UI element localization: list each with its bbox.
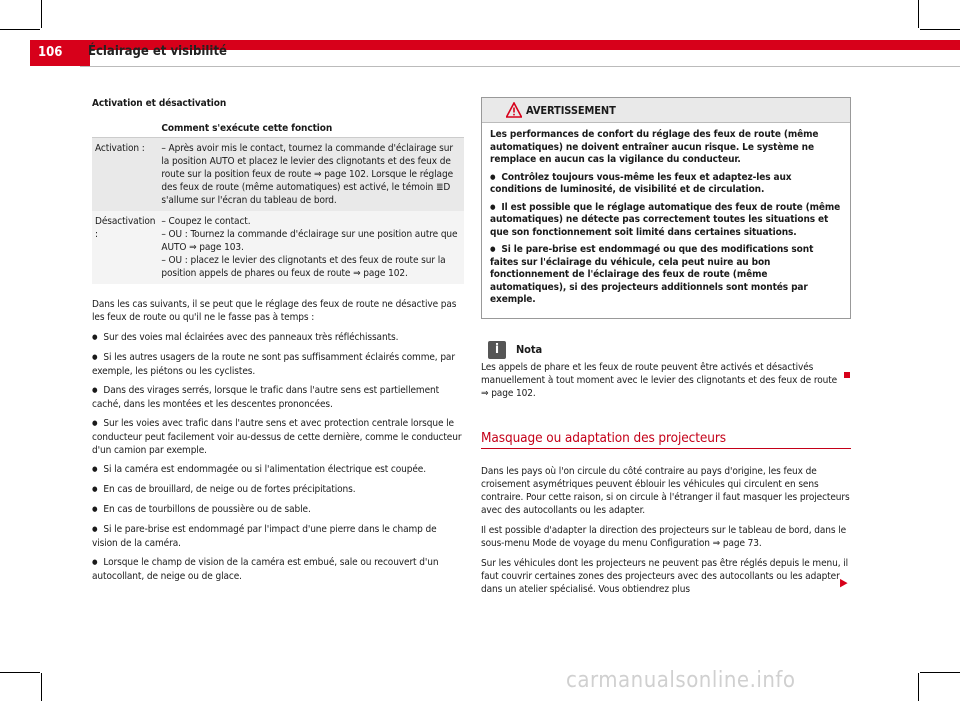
body-paragraph: Dans les pays où l'on circule du côté contraire au pays d'origine, les feux de croisement asymétriques peuvent éblouir les véhicules qui circulent en sens contraire. Pour cette raison, si on circule à l'étranger il faut masquer les projecteurs avec des autocollants ou les adapter. — [481, 465, 850, 516]
right-column — [481, 97, 851, 603]
crop-mark — [920, 672, 960, 673]
warning-item: ● Il est possible que le réglage automatique des feux de route (même automatiques) ne détecte pas correctement toutes les situations et que son fonctionnement soit limité dans certaines situations. — [490, 202, 842, 240]
row-label: Désactivation : — [92, 211, 158, 284]
left-column — [92, 97, 464, 589]
warning-body — [482, 123, 850, 318]
section-title: Masquage ou adaptation des projecteurs — [481, 429, 726, 446]
nota-text: Les appels de phare et les feux de route peuvent être activés et désactivés manuellement à tout moment avec le levier des clignotants et des feux de route ⇒ page 102. — [481, 361, 838, 399]
nota-title: Nota — [516, 343, 543, 356]
end-marker — [844, 372, 850, 378]
activation-table — [92, 120, 464, 284]
header-rule — [80, 66, 960, 67]
body-paragraph: Il est possible d'adapter la direction des projecteurs sur le tableau de bord, dans le sous-menu Mode de voyage du menu Configuration ⇒ page 73. — [481, 524, 847, 549]
warning-box — [481, 97, 851, 319]
list-item: ● Si le pare-brise est endommagé par l'impact d'une pierre dans le champ de vision de la caméra. — [92, 523, 464, 550]
crop-mark — [918, 0, 919, 28]
list-item: ● Sur les voies avec trafic dans l'autre sens et avec protection centrale lorsque le conducteur peut facilement voir au-dessus de cette dernière, comme le conducteur d'un camion par exemple. — [92, 417, 464, 457]
section-rule — [481, 448, 851, 449]
crop-mark — [0, 29, 40, 30]
table-row — [92, 138, 464, 212]
body-paragraph: Sur les véhicules dont les projecteurs ne peuvent pas être réglés depuis le menu, il faut couvrir certaines zones des projecteurs avec des autocollants ou les adapter dans un atelier spécialisé. Vous obtiendrez plus — [481, 557, 849, 595]
row-text: – Après avoir mis le contact, tournez la commande d'éclairage sur la position AUTO et placez le levier des clignotants et des feux de route sur la position feux de route ⇒ page 102. Lorsque le réglage des feux de route (même automatiques) est activé, le témoin ≣D s'allume sur l'écran du tableau de bord. — [158, 138, 464, 212]
table-row — [92, 211, 464, 284]
list-item: ● Si la caméra est endommagée ou si l'alimentation électrique est coupée. — [92, 463, 464, 477]
warning-item: ● Contrôlez toujours vous-même les feux et adaptez-les aux conditions de luminosité, de visibilité et de circulation. — [490, 172, 842, 197]
intro-paragraph: Dans les cas suivants, il se peut que le réglage des feux de route ne désactive pas les feux de route ou qu'il ne le fasse pas à temps : — [92, 299, 457, 323]
chapter-title: Éclairage et visibilité — [88, 44, 227, 59]
continue-arrow-icon: ▶ — [840, 576, 848, 589]
warning-title: AVERTISSEMENT — [526, 103, 616, 117]
list-item: ● Sur des voies mal éclairées avec des panneaux très réfléchissants. — [92, 331, 464, 345]
warning-header — [482, 98, 850, 123]
page-number: 106 — [30, 40, 90, 66]
watermark: carmanualsonline.info — [566, 668, 796, 693]
crop-mark — [41, 0, 42, 28]
crop-mark — [41, 673, 42, 701]
list-item: ● Dans des virages serrés, lorsque le trafic dans l'autre sens est partiellement caché, dans les montées et les descentes prononcées. — [92, 384, 464, 411]
crop-mark — [920, 29, 960, 30]
list-item: ● Lorsque le champ de vision de la caméra est embué, sale ou recouvert d'un autocollant, de neige ou de glace. — [92, 556, 464, 583]
row-text: – Coupez le contact. – OU : Tournez la commande d'éclairage sur une position autre que AUTO ⇒ page 103. – OU : placez le levier des clignotants et des feux de route sur la position appels de phares ou feux de route ⇒ page 102. — [158, 211, 464, 284]
row-label: Activation : — [92, 138, 158, 212]
table-header: Comment s'exécute cette fonction — [158, 120, 464, 138]
list-item: ● Si les autres usagers de la route ne sont pas suffisamment éclairés comme, par exemple, les piétons ou les cyclistes. — [92, 351, 464, 378]
nota-block — [481, 341, 851, 400]
crop-mark — [0, 672, 40, 673]
list-item: ● En cas de brouillard, de neige ou de fortes précipitations. — [92, 483, 464, 497]
warning-intro: Les performances de confort du réglage des feux de route (même automatiques) ne doivent entraîner aucun risque. Le système ne remplace en aucun cas la vigilance du conducteur. — [490, 129, 819, 165]
crop-mark — [918, 673, 919, 701]
list-item: ● En cas de tourbillons de poussière ou de sable. — [92, 503, 464, 517]
section-heading: Activation et désactivation — [92, 98, 227, 109]
warning-item: ● Si le pare-brise est endommagé ou que des modifications sont faites sur l'éclairage du véhicule, cela peut nuire au bon fonctionnement de l'éclairage des feux de route (même automatiques), si des projecteurs additionnels sont montés par exemple. — [490, 244, 842, 307]
conditions-list — [92, 331, 464, 583]
info-icon: i — [488, 341, 506, 359]
warning-icon — [506, 102, 522, 118]
